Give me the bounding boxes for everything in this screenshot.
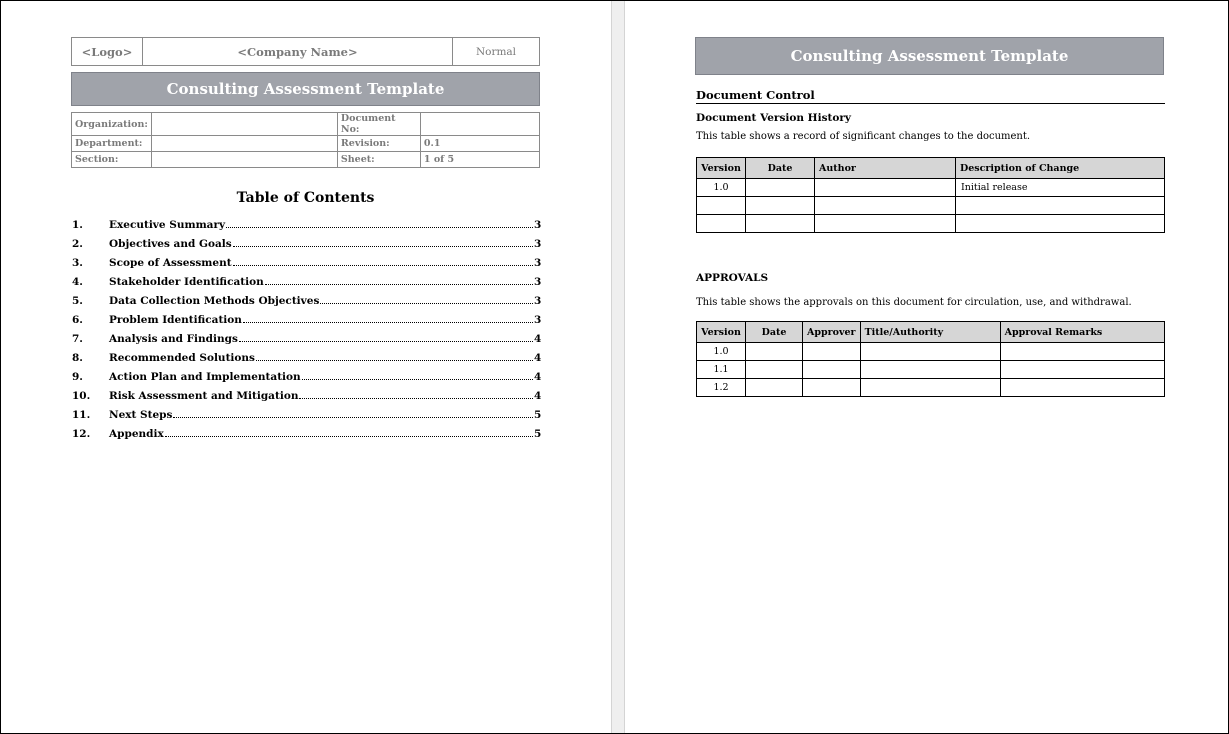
page-gutter [611,1,625,733]
toc-entry-page: 3 [534,219,542,231]
toc-entry-label: Next Steps [109,409,173,421]
approvals-cell[interactable]: 1.2 [697,379,746,397]
revision-value[interactable]: 0.1 [420,136,539,152]
toc-entry-page: 4 [534,390,542,402]
toc-entry-label: Risk Assessment and Mitigation [109,390,299,402]
version-history-cell[interactable] [746,197,815,215]
toc-entry-label: Appendix [109,428,164,440]
toc-entry-page: 3 [534,295,542,307]
sheet-value[interactable]: 1 of 5 [420,152,539,168]
organization-label: Organization: [72,113,152,136]
approvals-cell[interactable] [746,343,803,361]
toc-leader-dots [165,436,533,437]
version-history-header-cell: Author [815,158,956,179]
version-history-cell[interactable] [697,215,746,233]
version-history-header-cell: Description of Change [956,158,1165,179]
organization-value[interactable] [151,113,337,136]
toc-entry-number: 10. [72,390,91,402]
toc-entry[interactable] [72,314,540,333]
department-label: Department: [72,136,152,152]
approvals-header-cell: Title/Authority [860,322,1000,343]
toc-entry[interactable] [72,352,540,371]
section-label: Section: [72,152,152,168]
document-control-heading: Document Control [696,88,1165,104]
toc-entry[interactable] [72,428,540,447]
toc-leader-dots [299,398,533,399]
approvals-cell[interactable] [860,361,1000,379]
logo-placeholder: <Logo> [72,38,143,65]
approvals-header-cell: Approval Remarks [1000,322,1164,343]
approvals-header-cell: Approver [803,322,861,343]
version-history-cell[interactable] [815,197,956,215]
approvals-cell[interactable] [746,361,803,379]
version-history-cell[interactable] [815,179,956,197]
approvals-table [696,321,1165,397]
toc-entry-page: 5 [534,428,542,440]
toc-entry-page: 3 [534,257,542,269]
approvals-row [697,361,1165,379]
toc-entry[interactable] [72,257,540,276]
version-history-cell[interactable] [956,215,1165,233]
toc-entry[interactable] [72,295,540,314]
document-no-label: Document No: [337,113,420,136]
toc-leader-dots [265,284,533,285]
approvals-cell[interactable] [1000,343,1164,361]
toc-entry-number: 3. [72,257,83,269]
toc-entry[interactable] [72,390,540,409]
version-history-cell[interactable] [956,197,1165,215]
page-1 [1,1,611,733]
toc-entry-page: 4 [534,352,542,364]
version-history-table [696,157,1165,233]
approvals-cell[interactable] [1000,361,1164,379]
toc-entry-label: Recommended Solutions [109,352,255,364]
toc-entry-number: 4. [72,276,83,288]
style-label: Normal [475,45,517,58]
approvals-cell[interactable]: 1.0 [697,343,746,361]
toc-entry-page: 3 [534,276,542,288]
toc-leader-dots [320,303,533,304]
toc-entry[interactable] [72,333,540,352]
approvals-cell[interactable] [803,361,861,379]
department-value[interactable] [151,136,337,152]
toc-entry-number: 6. [72,314,83,326]
header-table [71,37,540,66]
version-history-cell[interactable]: 1.0 [697,179,746,197]
toc-entry-label: Executive Summary [109,219,226,231]
toc-entry-number: 8. [72,352,83,364]
company-name-placeholder: <Company Name> [143,38,453,65]
version-history-header-cell: Date [746,158,815,179]
document-info-table [71,112,540,168]
document-title-banner: Consulting Assessment Template [71,72,540,106]
toc-entry-label: Analysis and Findings [109,333,238,345]
toc-leader-dots [173,417,533,418]
toc-entry-label: Scope of Assessment [109,257,232,269]
toc-leader-dots [243,322,533,323]
toc-entry-number: 5. [72,295,83,307]
approvals-heading: APPROVALS [696,272,769,284]
version-history-cell[interactable] [697,197,746,215]
toc-entry-page: 5 [534,409,542,421]
toc-entry[interactable] [72,371,540,390]
version-history-description: This table shows a record of significant changes to the document. [696,131,1031,142]
document-title-banner-2: Consulting Assessment Template [695,37,1164,75]
version-history-row [697,197,1165,215]
version-history-header-cell: Version [697,158,746,179]
version-history-heading: Document Version History [696,112,851,124]
version-history-cell[interactable] [815,215,956,233]
approvals-cell[interactable] [746,379,803,397]
approvals-cell[interactable] [803,379,861,397]
toc-leader-dots [239,341,533,342]
toc-leader-dots [256,360,533,361]
toc-entry[interactable] [72,219,540,238]
toc-title: Table of Contents [236,190,375,206]
approvals-cell[interactable] [860,379,1000,397]
approvals-cell[interactable] [1000,379,1164,397]
version-history-cell[interactable] [746,179,815,197]
version-history-row [697,179,1165,197]
sheet-label: Sheet: [337,152,420,168]
version-history-cell[interactable] [746,215,815,233]
toc-entry-number: 11. [72,409,91,421]
toc-leader-dots [226,227,533,228]
approvals-row [697,343,1165,361]
toc-entry-page: 4 [534,371,542,383]
page-2 [626,1,1228,733]
toc-entry-label: Problem Identification [109,314,242,326]
toc-entry-label: Action Plan and Implementation [109,371,301,383]
approvals-cell[interactable] [860,343,1000,361]
toc-entry-page: 3 [534,314,542,326]
document-no-value[interactable] [420,113,539,136]
approvals-description: This table shows the approvals on this document for circulation, use, and withdrawal. [696,297,1132,308]
toc-leader-dots [302,379,533,380]
toc-leader-dots [233,246,533,247]
approvals-header-cell: Date [746,322,803,343]
toc-entry[interactable] [72,276,540,295]
toc-entry[interactable] [72,409,540,428]
toc-entry-label: Objectives and Goals [109,238,232,250]
toc-entry-label: Data Collection Methods Objectives [109,295,320,307]
version-history-cell[interactable]: Initial release [956,179,1165,197]
toc-entry-number: 1. [72,219,83,231]
approvals-row [697,379,1165,397]
toc-entry-number: 12. [72,428,91,440]
toc-entry[interactable] [72,238,540,257]
toc-entry-label: Stakeholder Identification [109,276,264,288]
toc-entry-number: 2. [72,238,83,250]
table-of-contents [72,219,540,447]
approvals-cell[interactable] [803,343,861,361]
approvals-header-cell: Version [697,322,746,343]
toc-entry-page: 3 [534,238,542,250]
toc-leader-dots [233,265,533,266]
approvals-cell[interactable]: 1.1 [697,361,746,379]
toc-entry-page: 4 [534,333,542,345]
revision-label: Revision: [337,136,420,152]
toc-entry-number: 7. [72,333,83,345]
toc-entry-number: 9. [72,371,83,383]
section-value[interactable] [151,152,337,168]
version-history-row [697,215,1165,233]
